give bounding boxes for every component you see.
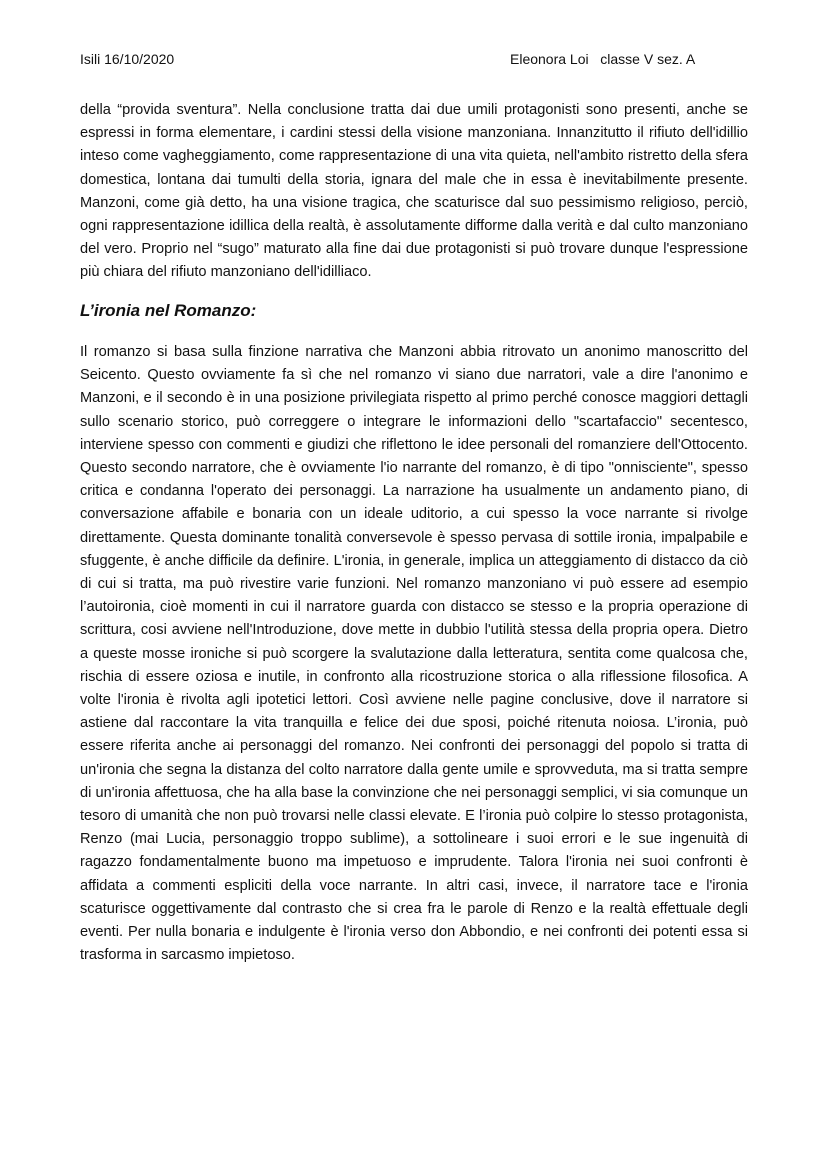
irony-paragraph: Il romanzo si basa sulla finzione narrativa che Manzoni abbia ritrovato un anonimo manoscritto del Seicento. Questo ovviamente fa sì che nel romanzo vi siano due narratori, vale a dire l'anonimo e Manzoni, e il secondo è in una posizione privilegiata rispetto al primo perché conosce maggiori dettagli sullo scenario storico, può correggere o integrare le informazioni dello "scartafaccio" secentesco, interviene spesso con commenti e giudizi che riflettono le idee personali del romanziere dell'Ottocento. Questo secondo narratore, che è ovviamente l'io narrante del romanzo, è di tipo "onnisciente", spesso critica e condanna l'operato dei personaggi. La narrazione ha usualmente un andamento piano, di conversazione affabile e bonaria con un ideale uditorio, a cui spesso la voce narrante si rivolge direttamente. Questa dominante tonalità conversevole è spesso pervasa di sottile ironia, impalpabile e sfuggente, è anche difficile da definire. L'ironia, in generale, implica un atteggiamento di distacco da ciò di cui si tratta, ma può rivestire varie funzioni. Nel romanzo manzoniano vi può essere ad esempio l’autoironia, cioè momenti in cui il narratore guarda con distacco se stesso e la propria operazione di scrittura, cosi avviene nell'Introduzione, dove mette in dubbio l'utilità stessa della propria opera. Dietro a queste mosse ironiche si può scorgere la svalutazione dalla letteratura, sentita come qualcosa che, rischia di essere oziosa e inutile, in confronto alla ricostruzione storica o alla riflessione filosofica. A volte l'ironia è rivolta agli ipotetici lettori. Così avviene nelle pagine conclusive, dove il narratore si astiene dal raccontare la vita tranquilla e felice dei due sposi, poiché ritenuta noiosa. L’ironia, può essere riferita anche ai personaggi del romanzo. Nei confronti dei personaggi del popolo si tratta di un'ironia che segna la distanza del colto narratore dalla gente umile e sprovveduta, ma si tratta sempre di un'ironia affettuosa, che ha alla base la convinzione che nei personaggi semplici, vi sia comunque un tesoro di umanità che non può trovarsi nelle classi elevate. E l’ironia può colpire lo stesso protagonista, Renzo (mai Lucia, personaggio troppo sublime), a sottolineare i suoi errori e le sue ingenuità di ragazzo fondamentalmente buono ma impetuoso e imprudente. Talora l'ironia nei suoi confronti è affidata a commenti espliciti della voce narrante. In altri casi, invece, il narratore tace e l'ironia scaturisce oggettivamente dal contrasto che si crea fra le parole di Renzo e la realtà effettuale degli eventi. Per nulla bonaria e indulgente è l'ironia verso don Abbondio, e nei confronti dei potenti essa si trasforma in sarcasmo impietoso. [80, 344, 748, 964]
header-place-date: Isili 16/10/2020 [80, 51, 175, 67]
intro-paragraph: della “provida sventura”. Nella conclusione tratta dai due umili protagonisti sono presenti, anche se espressi in forma elementare, i cardini stessi della visione manzoniana. Innanzitutto il rifiuto dell'idillio inteso come vagheggiamento, come rappresentazione di una vita quieta, nell'ambito ristretto della sfera domestica, lontana dai tumulti della storia, ignara del male che in essa è inevitabilmente presente. Manzoni, come già detto, ha una visione tragica, che scaturisce dal suo pessimismo religioso, perciò, ogni rappresentazione idillica della realtà, è assolutamente difforme dalla verità e dal culto manzoniano del vero. Proprio nel “sugo” maturato alla fine dai due protagonisti si può trovare dunque l'espressione più chiara del rifiuto manzoniano dell'idilliaco. [80, 102, 748, 281]
header-author-class: Eleonora Loi classe V sez. A [510, 51, 696, 67]
section-title: L’ironia nel Romanzo: [80, 301, 257, 320]
